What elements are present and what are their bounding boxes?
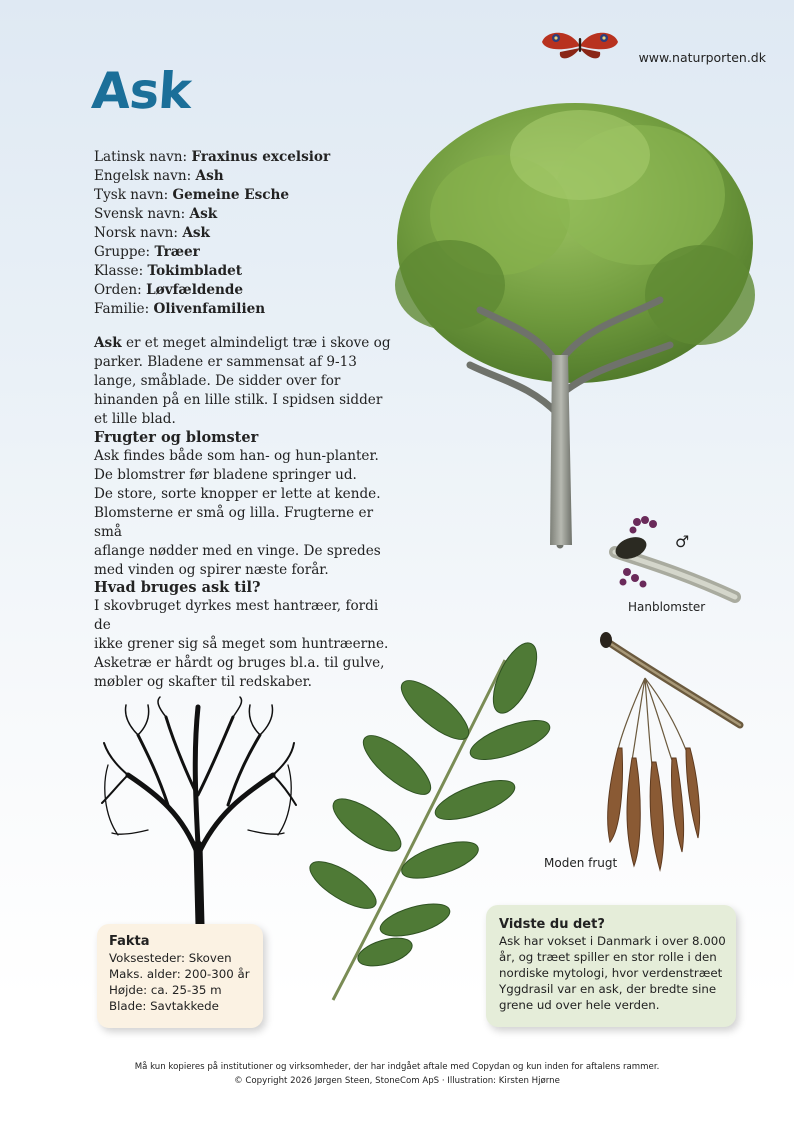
- name-row-english: Engelsk navn: Ash: [94, 168, 224, 184]
- winter-tree-silhouette: [98, 695, 298, 927]
- text-line: ikke grener sig så meget som huntræerne.: [94, 636, 389, 652]
- page-title: Ask: [89, 62, 193, 120]
- tree-illustration: [390, 95, 760, 555]
- did-you-know-line: Yggdrasil var en ask, der bredte sine: [499, 982, 717, 996]
- intro-paragraph: Ask er et meget almindeligt træ i skove og parker. Bladene er sammensat af 9-13 lange, småblade. De sidder over for hinanden på en lille stilk. I spidsen sidder et lille blad.: [94, 335, 391, 427]
- section-heading: Hvad bruges ask til?: [94, 579, 261, 596]
- text-line: Asketræ er hårdt og bruges bl.a. til gulve,: [94, 655, 385, 671]
- did-you-know-line: Ask har vokset i Danmark i over 8.000: [499, 934, 726, 948]
- male-symbol: ♂: [675, 532, 690, 551]
- text-line: De blomstrer før bladene springer ud.: [94, 467, 357, 483]
- fakta-line: Maks. alder: 200-300 år: [109, 967, 250, 981]
- did-you-know-line: grene ud over hele verden.: [499, 998, 660, 1012]
- fakta-line: Blade: Savtakkede: [109, 999, 219, 1013]
- text-line: møbler og skafter til redskaber.: [94, 674, 312, 690]
- text-line: aflange nødder med en vinge. De spredes: [94, 543, 381, 559]
- butterfly-icon: [540, 26, 620, 66]
- fakta-box: [97, 924, 263, 1028]
- footer-copyright: © Copyright 2026 Jørgen Steen, StoneCom ApS · Illustration: Kirsten Hjørne: [234, 1076, 560, 1086]
- name-row-german: Tysk navn: Gemeine Esche: [94, 187, 290, 203]
- fakta-title: Fakta: [109, 934, 150, 949]
- section-fruits-flowers: [94, 428, 394, 580]
- did-you-know-line: år, og træet spiller en stor rolle i den: [499, 950, 717, 964]
- section-heading: Frugter og blomster: [94, 429, 259, 446]
- text-line: De store, sorte knopper er lette at kende.: [94, 486, 381, 502]
- caption-fruit: Moden frugt: [544, 856, 618, 870]
- did-you-know-box: [486, 905, 736, 1027]
- name-list: [94, 148, 330, 319]
- website-link[interactable]: www.naturporten.dk: [638, 50, 766, 65]
- footer: [0, 1060, 794, 1088]
- text-line: med vinden og spirer næste forår.: [94, 562, 329, 578]
- name-row-class: Klasse: Tokimbladet: [94, 263, 243, 279]
- name-row-order: Orden: Løvfældende: [94, 282, 244, 298]
- fakta-line: Voksesteder: Skoven: [109, 951, 232, 965]
- name-row-latin: Latinsk navn: Fraxinus excelsior: [94, 149, 331, 165]
- text-line: Ask findes både som han- og hun-planter.: [94, 448, 379, 464]
- text-line: Blomsterne er små og lilla. Frugterne er små: [94, 505, 374, 540]
- ripe-fruit-illustration: [590, 630, 750, 890]
- name-row-swedish: Svensk navn: Ask: [94, 206, 218, 222]
- fakta-line: Højde: ca. 25-35 m: [109, 983, 222, 997]
- name-row-norwegian: Norsk navn: Ask: [94, 225, 210, 241]
- name-row-group: Gruppe: Træer: [94, 244, 200, 260]
- caption-male-flowers: Hanblomster: [628, 600, 706, 614]
- footer-license: Må kun kopieres på institutioner og virksomheder, der har indgået aftale med Copydan og kun inden for aftalens rammer.: [134, 1062, 660, 1072]
- male-flowers-illustration: [605, 512, 745, 612]
- text-line: I skovbruget dyrkes mest hantræer, fordi de: [94, 598, 379, 633]
- name-row-family: Familie: Olivenfamilien: [94, 301, 266, 317]
- did-you-know-line: nordiske mytologi, hvor verdenstræet: [499, 966, 723, 980]
- did-you-know-title: Vidste du det?: [499, 917, 605, 932]
